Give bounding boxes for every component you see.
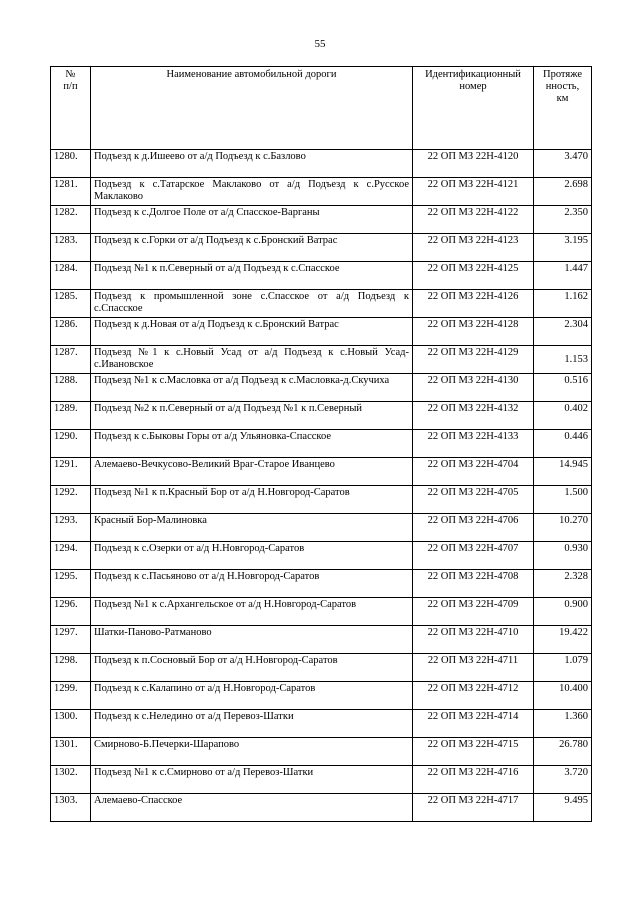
table-row [51, 570, 592, 598]
cell-length: 3.720 [534, 766, 592, 794]
table-row [51, 402, 592, 430]
cell-num: 1300. [51, 710, 91, 738]
cell-num: 1282. [51, 206, 91, 234]
cell-length: 2.304 [534, 318, 592, 346]
cell-name: Подъезд №2 к п.Северный от а/д Подъезд №1 к п.Северный [91, 402, 413, 430]
cell-name: Подъезд к промышленной зоне с.Спасское от а/д Подъезд к с.Спасское [91, 290, 413, 318]
header-name [91, 67, 413, 150]
cell-id: 22 ОП МЗ 22Н-4716 [413, 766, 534, 794]
cell-num: 1298. [51, 654, 91, 682]
cell-num: 1286. [51, 318, 91, 346]
cell-num: 1283. [51, 234, 91, 262]
table-row [51, 542, 592, 570]
cell-id: 22 ОП МЗ 22Н-4121 [413, 178, 534, 206]
cell-num: 1299. [51, 682, 91, 710]
cell-num: 1280. [51, 150, 91, 178]
cell-length: 0.402 [534, 402, 592, 430]
cell-id: 22 ОП МЗ 22Н-4125 [413, 262, 534, 290]
cell-name: Подъезд к с.Озерки от а/д Н.Новгород-Саратов [91, 542, 413, 570]
cell-name: Подъезд №1 к с.Архангельское от а/д Н.Новгород-Саратов [91, 598, 413, 626]
cell-name: Алемаево-Спасское [91, 794, 413, 822]
cell-length: 2.698 [534, 178, 592, 206]
table-row [51, 598, 592, 626]
cell-length: 2.328 [534, 570, 592, 598]
cell-id: 22 ОП МЗ 22Н-4123 [413, 234, 534, 262]
cell-length: 19.422 [534, 626, 592, 654]
cell-name: Подъезд к д.Новая от а/д Подъезд к с.Бронский Ватрас [91, 318, 413, 346]
cell-num: 1290. [51, 430, 91, 458]
cell-id: 22 ОП МЗ 22Н-4714 [413, 710, 534, 738]
table-row [51, 710, 592, 738]
cell-id: 22 ОП МЗ 22Н-4712 [413, 682, 534, 710]
cell-length: 1.500 [534, 486, 592, 514]
table-row [51, 738, 592, 766]
cell-num: 1287. [51, 346, 91, 374]
cell-name: Подъезд №1 к с.Масловка от а/д Подъезд к с.Масловка-д.Скучиха [91, 374, 413, 402]
table-row [51, 290, 592, 318]
table-row [51, 766, 592, 794]
cell-length: 1.162 [534, 290, 592, 318]
cell-length: 0.446 [534, 430, 592, 458]
cell-num: 1293. [51, 514, 91, 542]
cell-id: 22 ОП МЗ 22Н-4126 [413, 290, 534, 318]
header-length [534, 67, 592, 150]
cell-num: 1284. [51, 262, 91, 290]
cell-num: 1292. [51, 486, 91, 514]
table-row [51, 626, 592, 654]
cell-name: Подъезд к с.Горки от а/д Подъезд к с.Бронский Ватрас [91, 234, 413, 262]
cell-id: 22 ОП МЗ 22Н-4120 [413, 150, 534, 178]
cell-name: Подъезд к с.Долгое Поле от а/д Спасское-Варганы [91, 206, 413, 234]
cell-length: 0.516 [534, 374, 592, 402]
header-num [51, 67, 91, 150]
cell-num: 1289. [51, 402, 91, 430]
cell-id: 22 ОП МЗ 22Н-4130 [413, 374, 534, 402]
cell-num: 1281. [51, 178, 91, 206]
cell-id: 22 ОП МЗ 22Н-4708 [413, 570, 534, 598]
cell-length: 14.945 [534, 458, 592, 486]
cell-id: 22 ОП МЗ 22Н-4133 [413, 430, 534, 458]
cell-num: 1291. [51, 458, 91, 486]
cell-id: 22 ОП МЗ 22Н-4715 [413, 738, 534, 766]
cell-num: 1288. [51, 374, 91, 402]
cell-id: 22 ОП МЗ 22Н-4132 [413, 402, 534, 430]
cell-id: 22 ОП МЗ 22Н-4129 [413, 346, 534, 374]
cell-length: 0.930 [534, 542, 592, 570]
header-length-text: Протяже нность, км [542, 69, 582, 104]
cell-length: 0.900 [534, 598, 592, 626]
cell-num: 1285. [51, 290, 91, 318]
cell-id: 22 ОП МЗ 22Н-4710 [413, 626, 534, 654]
cell-id: 22 ОП МЗ 22Н-4122 [413, 206, 534, 234]
table-body [51, 150, 592, 822]
cell-num: 1295. [51, 570, 91, 598]
cell-length: 3.470 [534, 150, 592, 178]
cell-id: 22 ОП МЗ 22Н-4705 [413, 486, 534, 514]
cell-name: Подъезд №1 к п.Красный Бор от а/д Н.Новгород-Саратов [91, 486, 413, 514]
cell-length: 1.447 [534, 262, 592, 290]
cell-length: 1.153 [534, 346, 592, 374]
cell-id: 22 ОП МЗ 22Н-4706 [413, 514, 534, 542]
cell-id: 22 ОП МЗ 22Н-4707 [413, 542, 534, 570]
cell-name: Подъезд №1 к п.Северный от а/д Подъезд к с.Спасское [91, 262, 413, 290]
cell-id: 22 ОП МЗ 22Н-4704 [413, 458, 534, 486]
roads-table [50, 66, 592, 822]
table-row [51, 262, 592, 290]
table-row [51, 374, 592, 402]
cell-length: 1.360 [534, 710, 592, 738]
table-row [51, 514, 592, 542]
cell-name: Подъезд к с.Калапино от а/д Н.Новгород-Саратов [91, 682, 413, 710]
table-row [51, 794, 592, 822]
table-row [51, 654, 592, 682]
cell-num: 1294. [51, 542, 91, 570]
page-number: 55 [314, 38, 326, 50]
cell-length: 2.350 [534, 206, 592, 234]
cell-id: 22 ОП МЗ 22Н-4711 [413, 654, 534, 682]
table-row [51, 682, 592, 710]
header-id [413, 67, 534, 150]
cell-name: Алемаево-Вечкусово-Великий Враг-Старое Иванцево [91, 458, 413, 486]
table-row [51, 206, 592, 234]
cell-num: 1303. [51, 794, 91, 822]
cell-num: 1297. [51, 626, 91, 654]
table-row [51, 178, 592, 206]
table-row [51, 486, 592, 514]
cell-length: 10.400 [534, 682, 592, 710]
cell-name: Подъезд к с.Татарское Маклаково от а/д Подъезд к с.Русское Маклаково [91, 178, 413, 206]
cell-name: Шатки-Паново-Ратманово [91, 626, 413, 654]
header-name-text: Наименование автомобильной дороги [166, 69, 337, 80]
table-row [51, 318, 592, 346]
cell-length: 9.495 [534, 794, 592, 822]
cell-length: 10.270 [534, 514, 592, 542]
cell-name: Подъезд №1 к с.Новый Усад от а/д Подъезд к с.Новый Усад-с.Ивановское [91, 346, 413, 374]
cell-name: Подъезд к д.Ишеево от а/д Подъезд к с.Базлово [91, 150, 413, 178]
cell-name: Смирново-Б.Печерки-Шарапово [91, 738, 413, 766]
cell-num: 1301. [51, 738, 91, 766]
cell-name: Подъезд №1 к с.Смирново от а/д Перевоз-Шатки [91, 766, 413, 794]
table-row [51, 150, 592, 178]
cell-id: 22 ОП МЗ 22Н-4717 [413, 794, 534, 822]
header-num-text: № п/п [63, 69, 78, 92]
cell-name: Подъезд к с.Неледино от а/д Перевоз-Шатки [91, 710, 413, 738]
cell-num: 1302. [51, 766, 91, 794]
cell-id: 22 ОП МЗ 22Н-4128 [413, 318, 534, 346]
cell-length: 1.079 [534, 654, 592, 682]
cell-id: 22 ОП МЗ 22Н-4709 [413, 598, 534, 626]
table-header-row [51, 67, 592, 150]
cell-name: Подъезд к п.Сосновый Бор от а/д Н.Новгород-Саратов [91, 654, 413, 682]
cell-name: Красный Бор-Малиновка [91, 514, 413, 542]
table-row [51, 430, 592, 458]
cell-name: Подъезд к с.Быковы Горы от а/д Ульяновка-Спасское [91, 430, 413, 458]
table-row [51, 234, 592, 262]
table-row [51, 458, 592, 486]
cell-name: Подъезд к с.Пасьяново от а/д Н.Новгород-Саратов [91, 570, 413, 598]
header-id-text: Идентификационный номер [425, 69, 521, 92]
table-row [51, 346, 592, 374]
cell-length: 3.195 [534, 234, 592, 262]
cell-length: 26.780 [534, 738, 592, 766]
cell-num: 1296. [51, 598, 91, 626]
